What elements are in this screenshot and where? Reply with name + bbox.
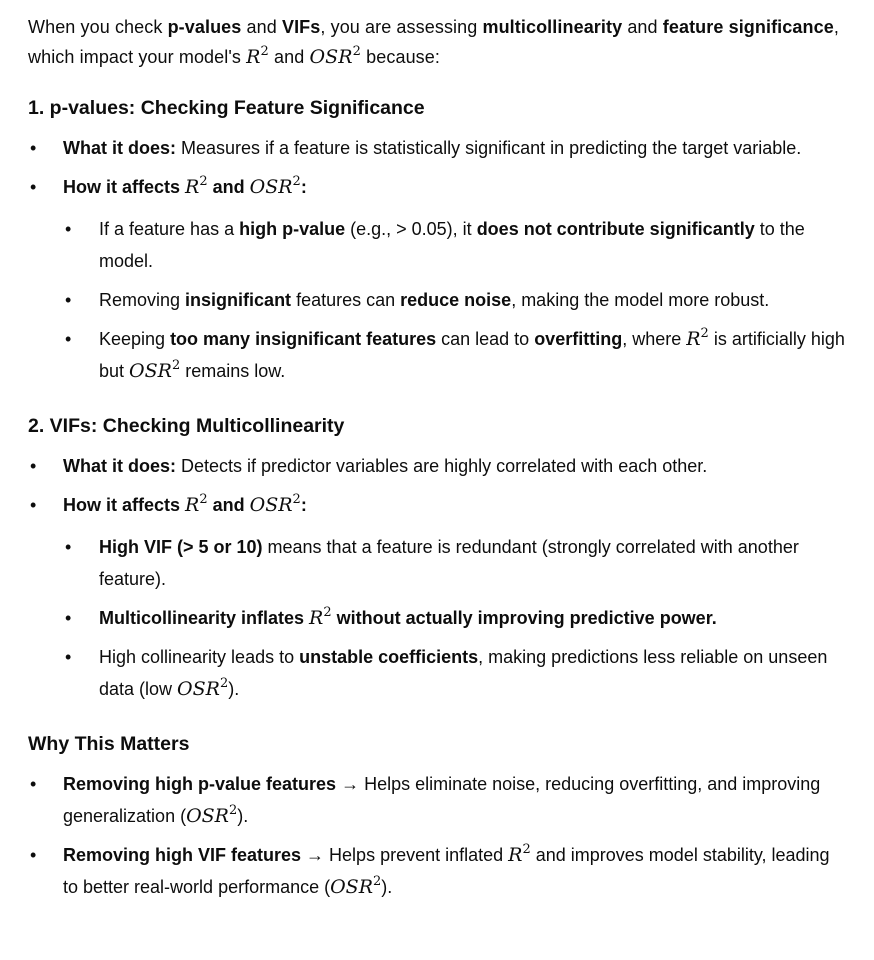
bold-label: What it does: <box>63 456 176 476</box>
text: When you check <box>28 17 168 37</box>
math-r2: $R^2$ <box>686 326 709 350</box>
list-item: • Keeping too many insignificant features can lead to overfitting, where $R^2$ is artificially high but OSR$^2$ remains low. <box>28 323 846 387</box>
math-osr2: OSR$^2$ <box>129 358 181 382</box>
bold-term: feature significance <box>662 17 834 37</box>
text: Measures if a feature is statistically significant in predicting the target variable. <box>176 138 802 158</box>
bold-term: multicollinearity <box>482 17 623 37</box>
list-item: • Removing insignificant features can reduce noise, making the model more robust. <box>28 284 846 316</box>
math-osr2: OSR$^2$ <box>249 174 301 198</box>
nested-bullet-list <box>63 213 846 387</box>
math-osr2: OSR$^2$ <box>186 803 238 827</box>
math-r2: $R^2$ <box>309 605 332 629</box>
text: Detects if predictor variables are highly correlated with each other. <box>176 456 708 476</box>
list-item: • High collinearity leads to unstable coefficients, making predictions less reliable on unseen data (low OSR$^2$). <box>28 641 846 705</box>
bullet-list <box>28 768 846 903</box>
text: and <box>241 17 282 37</box>
list-item: • Removing high p-value features → Helps eliminate noise, reducing overfitting, and improving generalization (OSR$^2$). <box>28 768 846 832</box>
intro-paragraph <box>28 12 846 72</box>
text: because: <box>361 47 440 67</box>
text: , which impact your model's <box>28 17 839 67</box>
text: , you are assessing <box>320 17 483 37</box>
math-osr2: OSR$^2$ <box>177 676 229 700</box>
list-item: • Removing high VIF features → Helps prevent inflated $R^2$ and improves model stability, leading to better real-world performance (OSR$^2$). <box>28 839 846 903</box>
section-why-this-matters <box>28 730 846 903</box>
bold-label: How it affects $R^2$ and OSR$^2$: <box>63 492 307 516</box>
math-osr2: OSR$^2$ <box>309 44 362 68</box>
section-heading: Why This Matters <box>28 733 190 755</box>
section-vifs <box>28 412 846 705</box>
section-p-values <box>28 94 846 387</box>
text: and <box>622 17 663 37</box>
list-item: • If a feature has a high p-value (e.g., > 0.05), it does not contribute significantly to the model. <box>28 213 846 277</box>
list-item <box>28 450 846 482</box>
section-heading: 2. VIFs: Checking Multicollinearity <box>28 415 345 437</box>
bullet-list <box>28 132 846 387</box>
list-item <box>28 132 846 164</box>
math-osr2: OSR$^2$ <box>330 874 382 898</box>
section-heading: 1. p-values: Checking Feature Significance <box>28 97 425 119</box>
bold-label: What it does: <box>63 138 176 158</box>
nested-bullet-list <box>63 531 846 705</box>
list-item: • Multicollinearity inflates $R^2$ without actually improving predictive power. <box>28 602 846 634</box>
list-item <box>28 489 846 705</box>
bold-term: p-values <box>167 17 242 37</box>
bold-term: VIFs <box>281 17 321 37</box>
bold-label: How it affects $R^2$ and OSR$^2$: <box>63 174 307 198</box>
math-r2: $R^2$ <box>246 44 269 68</box>
list-item: • High VIF (> 5 or 10) means that a feature is redundant (strongly correlated with another feature). <box>28 531 846 595</box>
text: and <box>268 47 310 67</box>
bullet-list <box>28 450 846 705</box>
math-r2: $R^2$ <box>508 842 531 866</box>
math-osr2: OSR$^2$ <box>249 492 301 516</box>
math-r2: $R^2$ <box>185 492 208 516</box>
list-item <box>28 171 846 387</box>
math-r2: $R^2$ <box>185 174 208 198</box>
